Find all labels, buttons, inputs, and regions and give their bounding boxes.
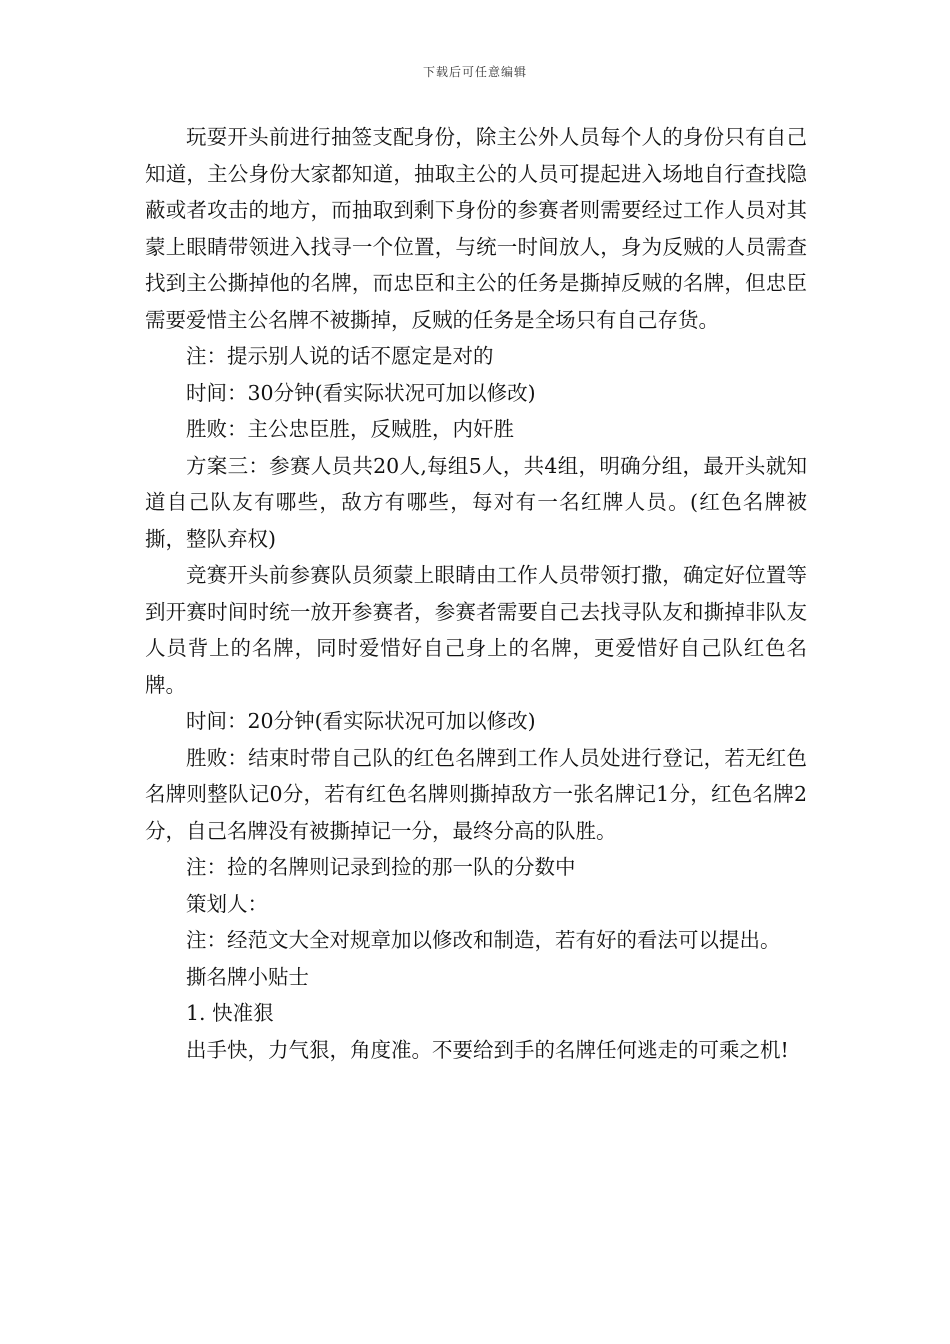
paragraph-rules: 玩耍开头前进行抽签支配身份，除主公外人员每个人的身份只有自己知道，主公身份大家都知道，抽取主公的人员可提起进入场地自行查找隐蔽或者攻击的地方，而抽取到剩下身份的参赛者则需要经过工作人员对其蒙上眼睛带领进入找寻一个位置，与统一时间放人，身为反贼的人员需查找到主公撕掉他的名牌，而忠臣和主公的任务是撕掉反贼的名牌，但忠臣需要爱惜主公名牌不被撕掉，反贼的任务是全场只有自己存货。 [145,125,807,332]
paragraph-tip-1-body: 出手快，力气狠，角度准。不要给到手的名牌任何逃走的可乘之机! [186,1037,789,1062]
paragraph-note-hint: 注：提示别人说的话不愿定是对的 [186,344,494,368]
paragraph-planner: 策划人： [186,891,268,916]
document-body [145,119,807,1068]
paragraph-time-30: 时间：30分钟(看实际状况可加以修改) [186,380,536,405]
paragraph-plan-three: 方案三：参赛人员共20人,每组5人，共4组，明确分组，最开头就知道自己队友有哪些，敌方有哪些，每对有一名红牌人员。(红色名牌被撕，整队弃权) [145,453,807,551]
paragraph-time-20: 时间：20分钟(看实际状况可加以修改) [186,709,536,733]
paragraph-scoring: 胜败：结束时带自己队的红色名牌到工作人员处进行登记，若无红色名牌则整队记0分，若有红色名牌则撕掉敌方一张名牌记1分，红色名牌2分，自己名牌没有被撕掉记一分，最终分高的队胜。 [145,745,807,843]
page-header: 下载后可任意编辑 [422,65,527,79]
paragraph-tips-heading: 撕名牌小贴士 [186,964,309,989]
paragraph-outcome: 胜败：主公忠臣胜，反贼胜，内奸胜 [186,417,514,441]
paragraph-competition-start: 竞赛开头前参赛队员须蒙上眼睛由工作人员带领打撒，确定好位置等到开赛时间时统一放开参赛者，参赛者需要自己去找寻队友和撕掉非队友人员背上的名牌，同时爱惜好自己身上的名牌，更爱惜好自己队红色名牌。 [145,563,807,697]
paragraph-note-revision: 注：经范文大全对规章加以修改和制造，若有好的看法可以提出。 [186,928,781,952]
paragraph-tip-1-title: 1. 快准狠 [186,1001,274,1025]
paragraph-note-pickup: 注：捡的名牌则记录到捡的那一队的分数中 [186,855,576,879]
